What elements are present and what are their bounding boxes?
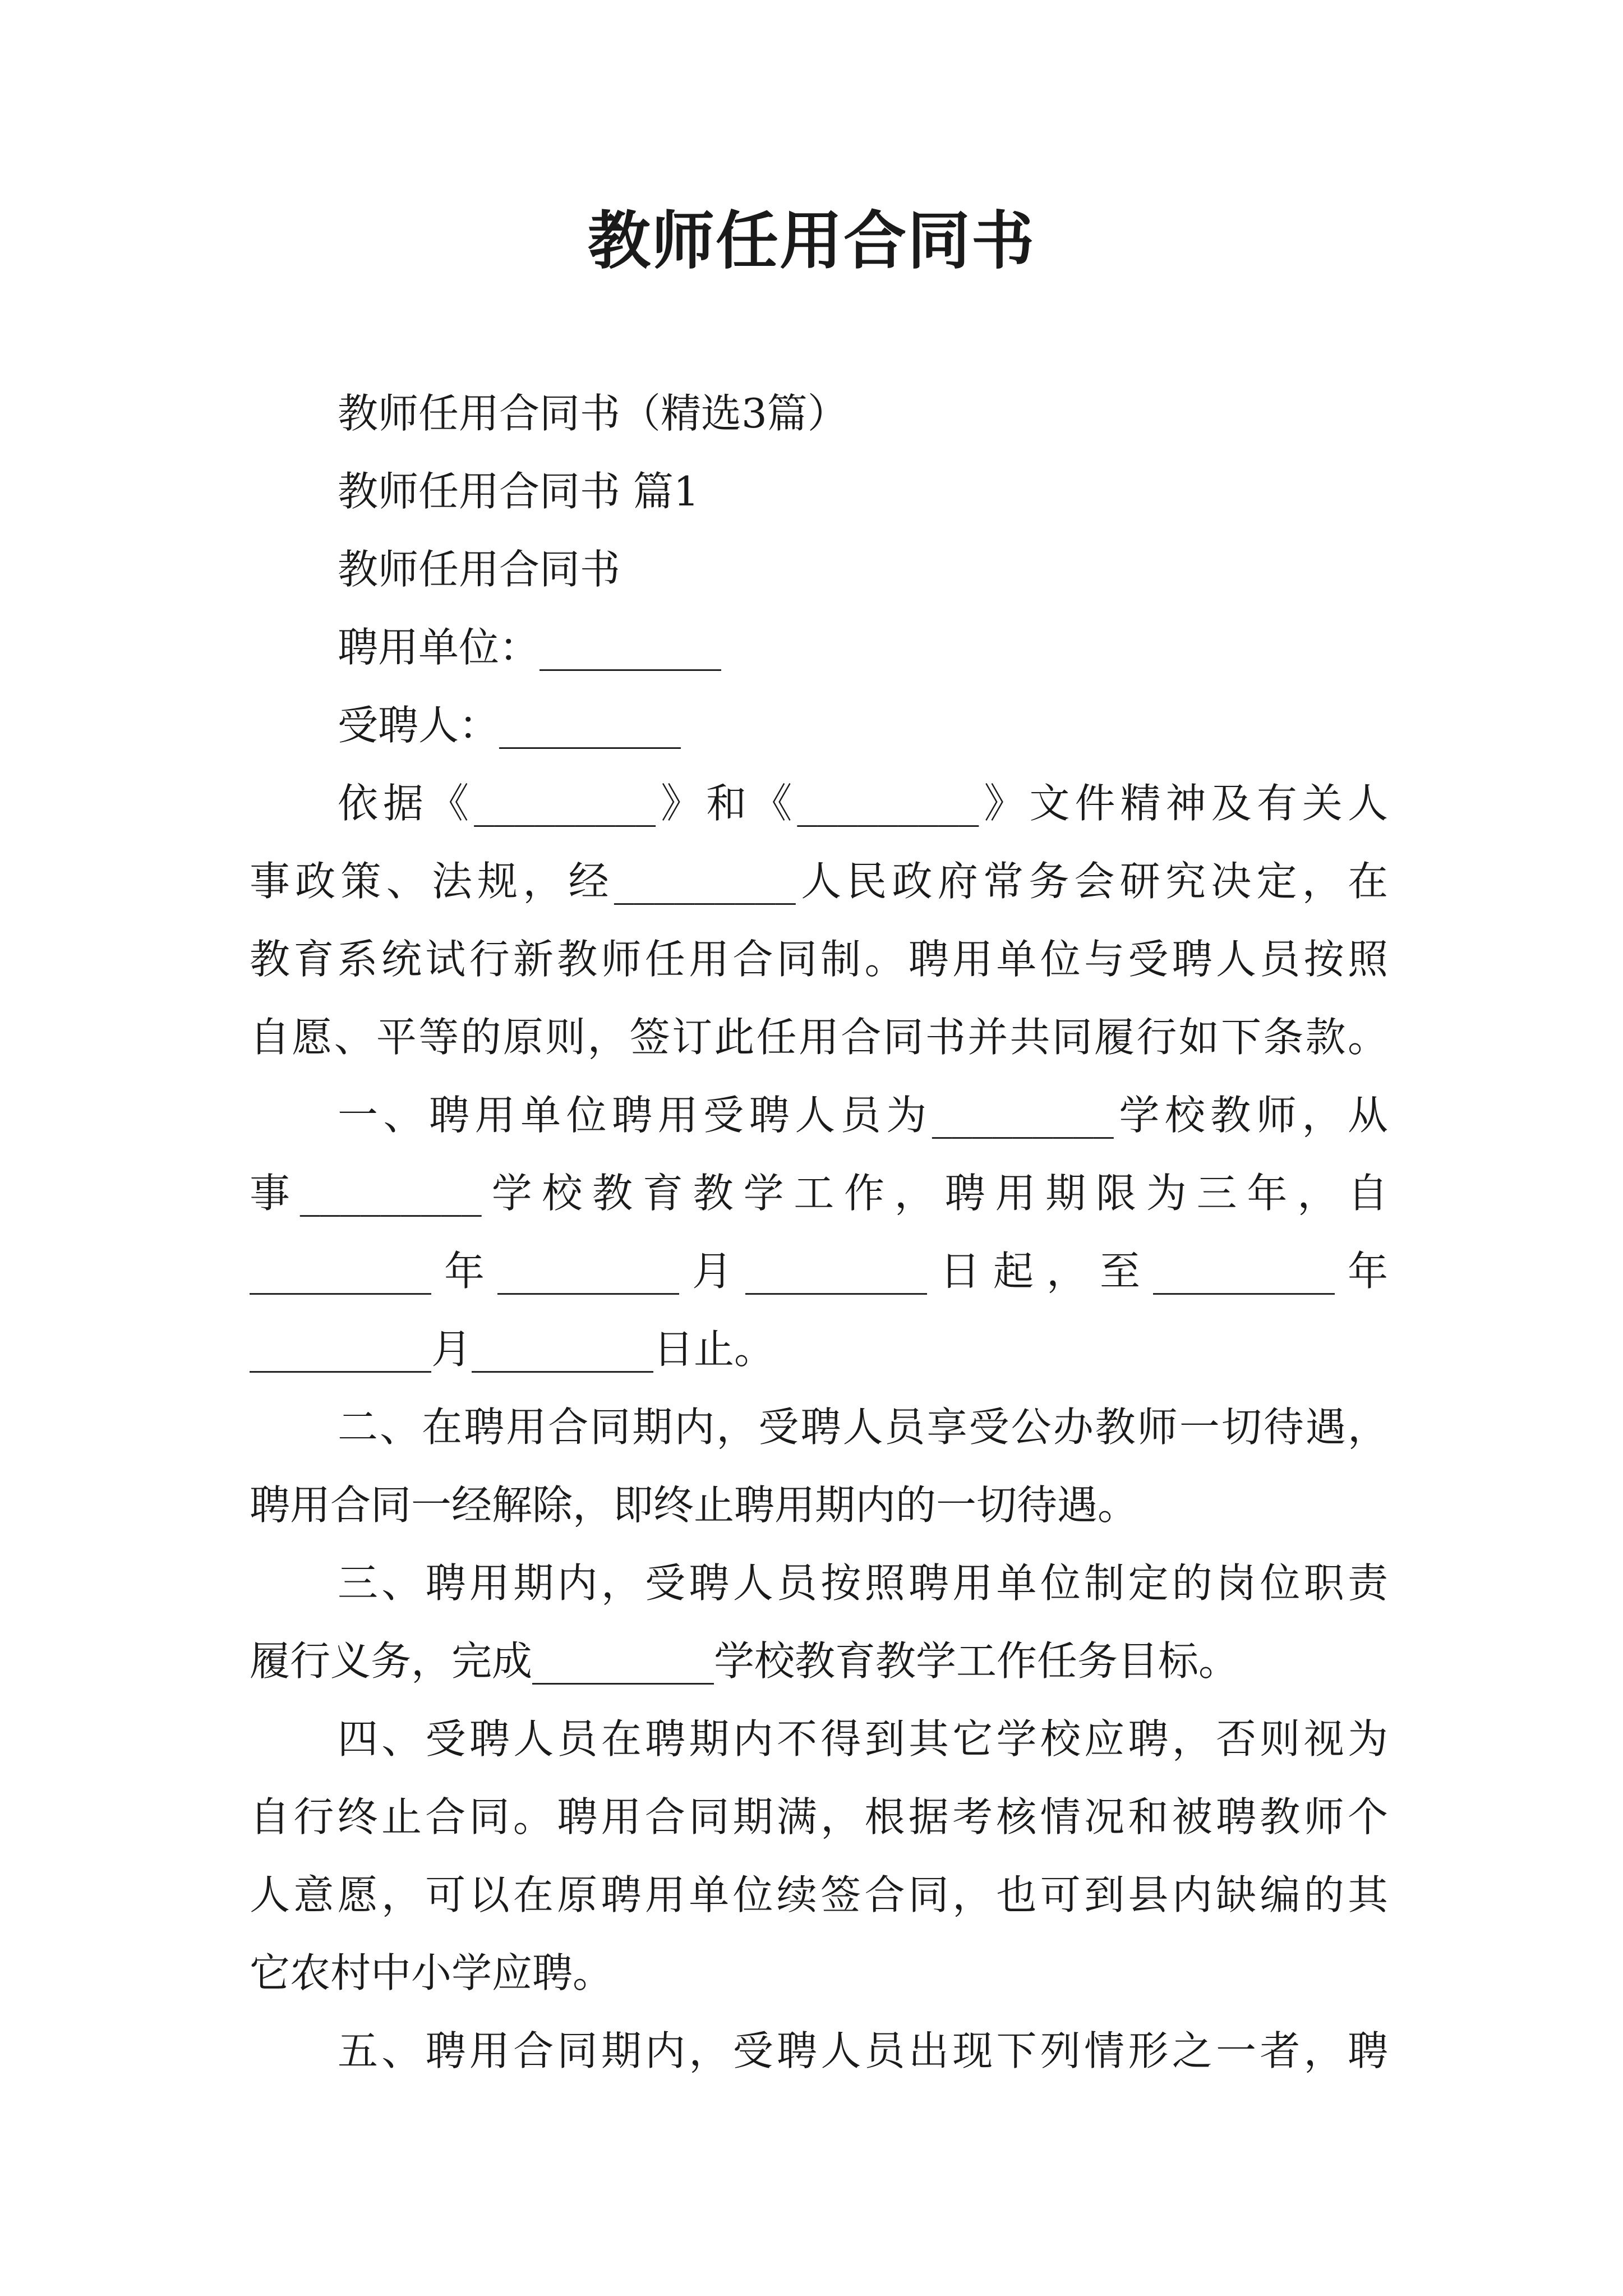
text-line: 它农村中小学应聘。 bbox=[250, 1949, 614, 1996]
text-line: 教师任用合同书 bbox=[338, 546, 621, 593]
text-line: 自行终止合同。聘用合同期满，根据考核情况和被聘教师个 bbox=[250, 1793, 1388, 1841]
text-line: _________月_________日止。 bbox=[250, 1326, 775, 1373]
document-title: 教师任用合同书 bbox=[588, 204, 1035, 278]
text-line: _________年_________月_________日起，至_________年 bbox=[250, 1248, 1388, 1295]
text-line: 事_________学校教育教学工作，聘用期限为三年，自 bbox=[250, 1170, 1388, 1217]
text-line: 教师任用合同书（精选3篇） bbox=[338, 390, 848, 437]
document-body bbox=[250, 375, 1388, 2090]
text-line: 教育系统试行新教师任用合同制。聘用单位与受聘人员按照 bbox=[250, 936, 1388, 983]
text-line: 受聘人：_________ bbox=[338, 702, 681, 749]
text-line: 一、聘用单位聘用受聘人员为_________学校教师，从 bbox=[338, 1092, 1388, 1139]
text-line: 自愿、平等的原则，签订此任用合同书并共同履行如下条款。 bbox=[250, 1014, 1388, 1061]
text-line: 履行义务，完成_________学校教育教学工作任务目标。 bbox=[250, 1637, 1239, 1685]
text-line: 聘用单位：_________ bbox=[338, 624, 722, 671]
text-line: 聘用合同一经解除，即终止聘用期内的一切待遇。 bbox=[250, 1481, 1138, 1529]
text-line: 事政策、法规，经_________人民政府常务会研究决定，在 bbox=[250, 858, 1388, 905]
text-line: 二、在聘用合同期内，受聘人员享受公办教师一切待遇， bbox=[338, 1404, 1388, 1451]
text-line: 五、聘用合同期内，受聘人员出现下列情形之一者，聘 bbox=[338, 2027, 1388, 2074]
text-line: 四、受聘人员在聘期内不得到其它学校应聘，否则视为 bbox=[338, 1715, 1388, 1763]
text-line: 教师任用合同书 篇1 bbox=[338, 468, 699, 515]
text-line: 依据《_________》和《_________》文件精神及有关人 bbox=[338, 780, 1388, 827]
text-line: 三、聘用期内，受聘人员按照聘用单位制定的岗位职责 bbox=[338, 1559, 1388, 1607]
text-line: 人意愿，可以在原聘用单位续签合同，也可到县内缺编的其 bbox=[250, 1871, 1388, 1918]
